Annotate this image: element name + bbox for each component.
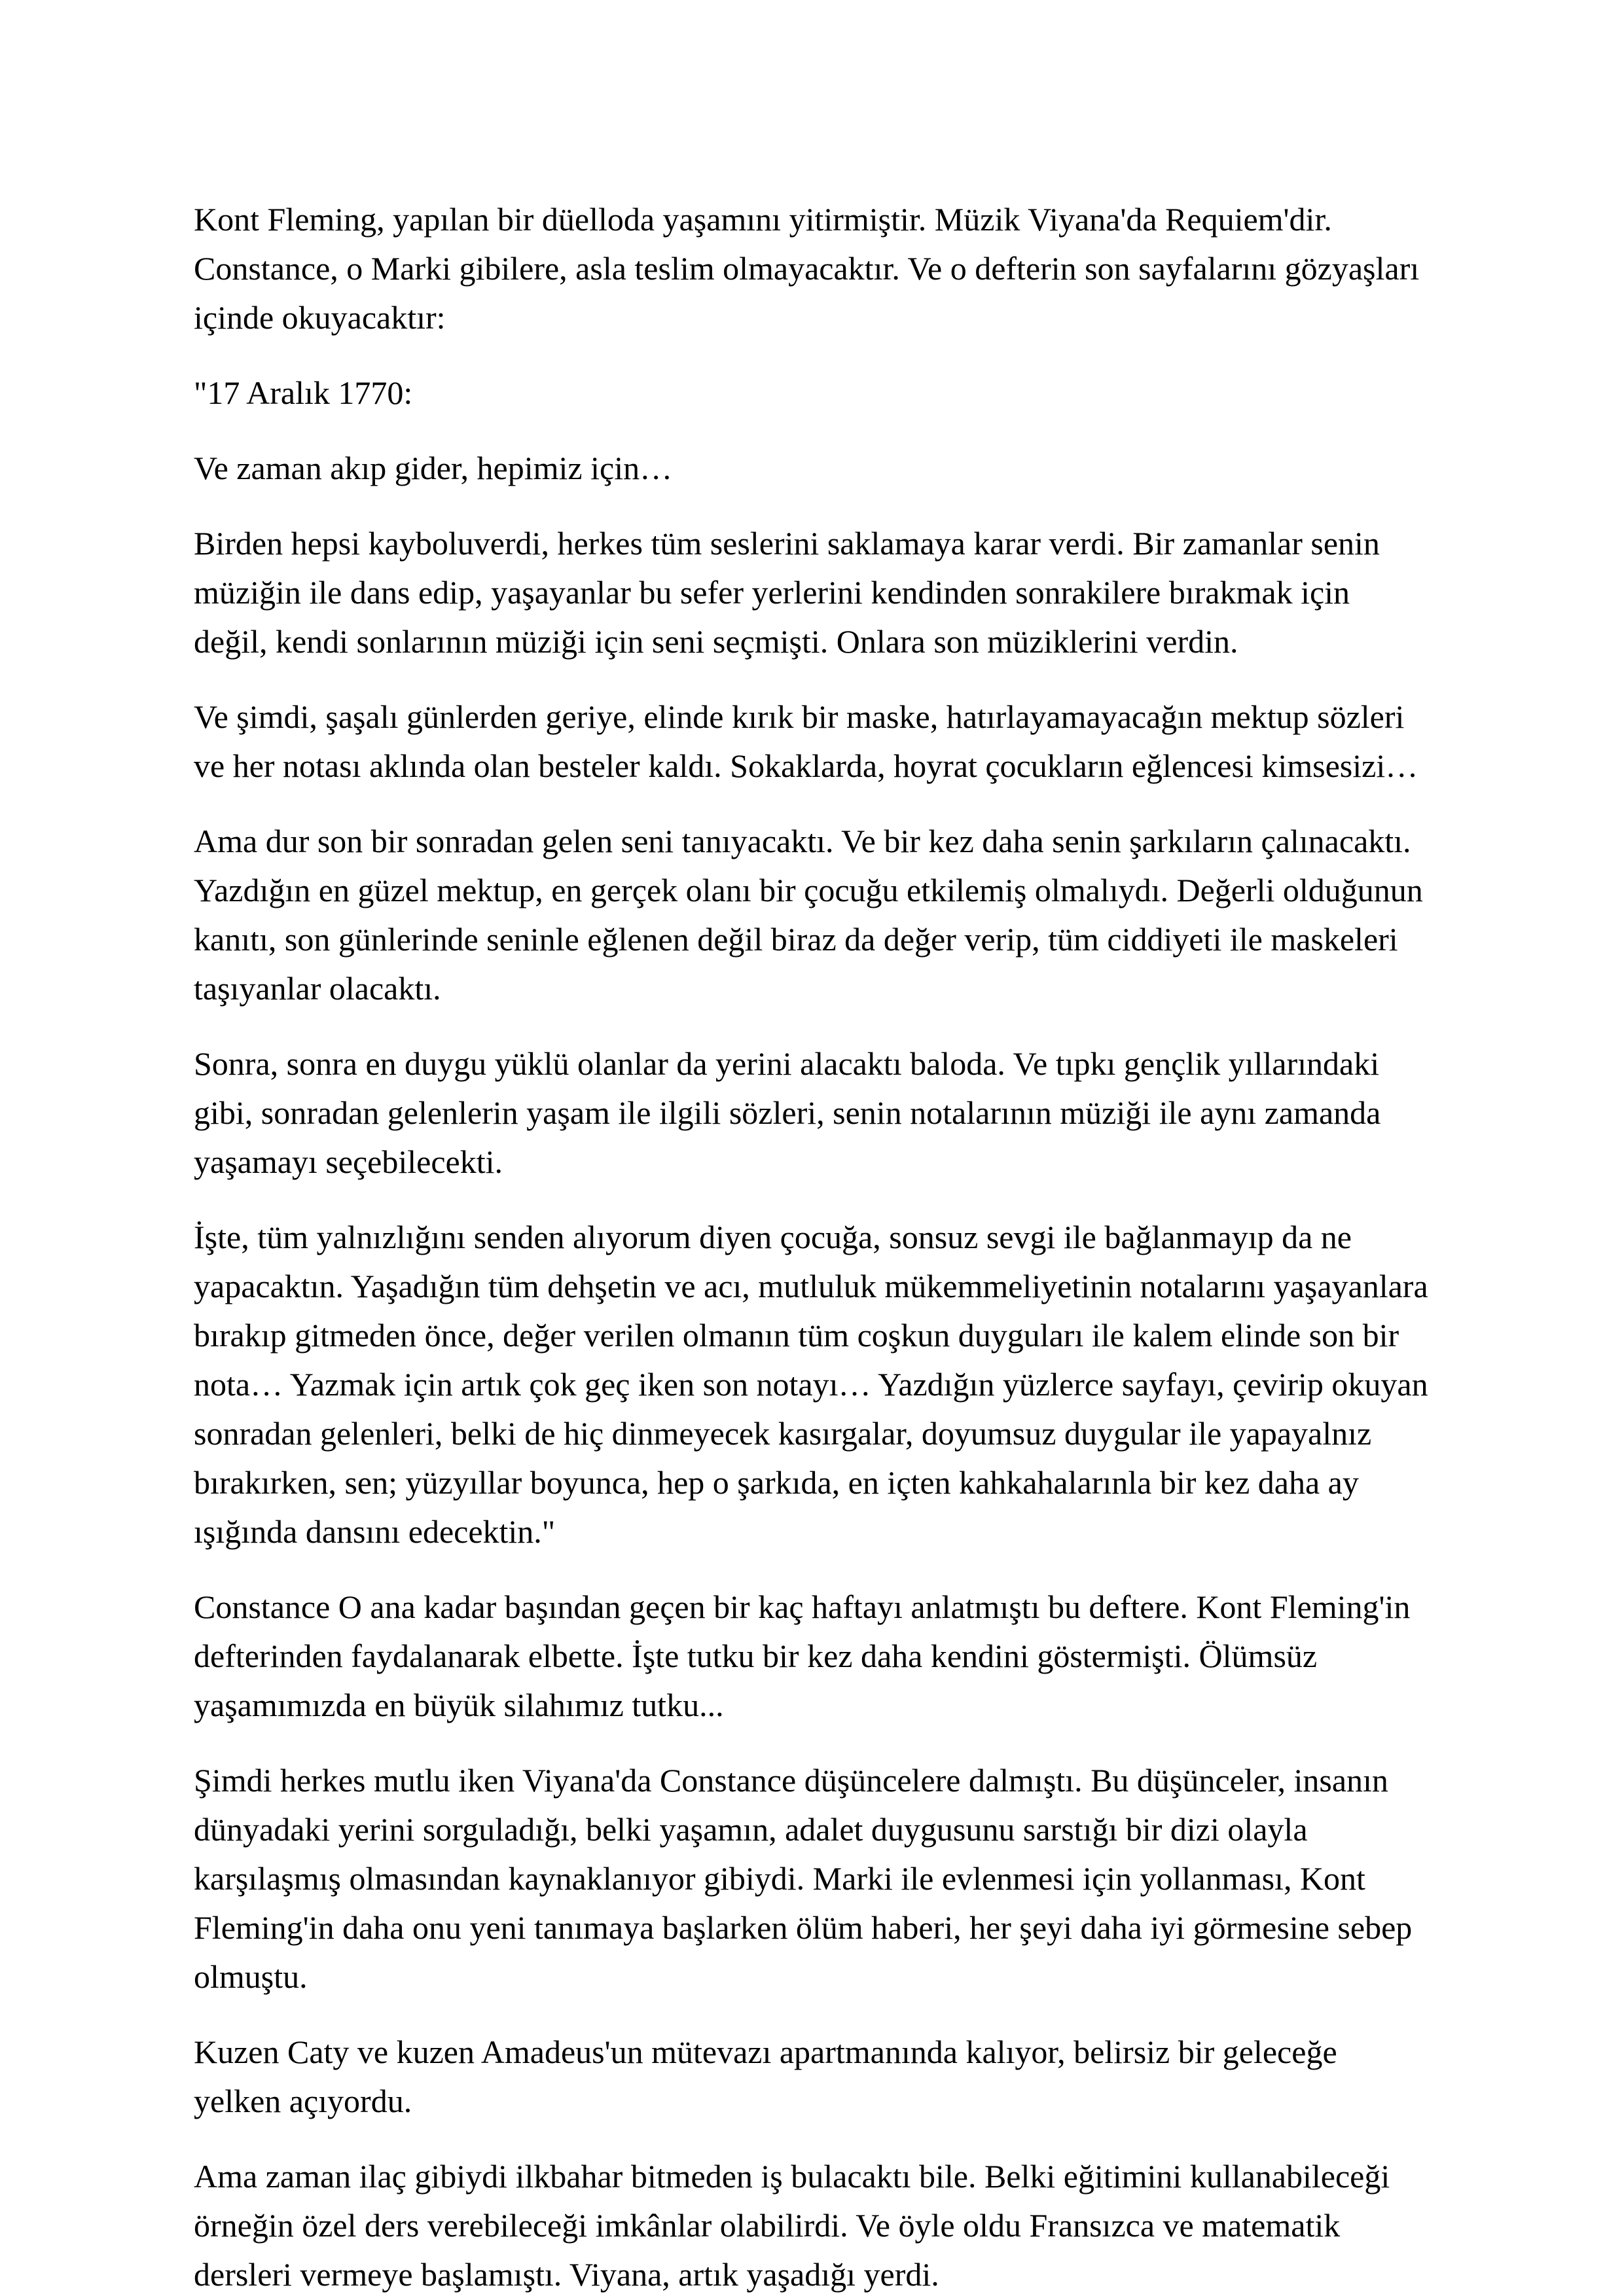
paragraph: Kuzen Caty ve kuzen Amadeus'un mütevazı apartmanında kalıyor, belirsiz bir geleceğe yelken açıyordu. [194, 2034, 1337, 2119]
paragraph: Birden hepsi kayboluverdi, herkes tüm seslerini saklamaya karar verdi. Bir zamanlar senin müziğin ile dans edip, yaşayanlar bu sefer yerlerini kendinden sonrakilere bırakmak için değil, kendi sonlarının müziği için seni seçmişti. Onlara son müziklerini verdin. [194, 525, 1380, 660]
paragraph: Ama zaman ilaç gibiydi ilkbahar bitmeden iş bulacaktı bile. Belki eğitimini kullanabileceği örneğin özel ders verebileceği imkânlar olabilirdi. Ve öyle oldu Fransızca ve matematik dersleri vermeye başlamıştı. Viyana, artık yaşadığı yerdi. [194, 2158, 1390, 2293]
paragraph: Şimdi herkes mutlu iken Viyana'da Constance düşüncelere dalmıştı. Bu düşünceler, insanın dünyadaki yerini sorguladığı, belki yaşamın, adalet duygusunu sarstığı bir dizi olayla karşılaşmış olmasından kaynaklanıyor gibiydi. Marki ile evlenmesi için yollanması, Kont Fleming'in daha onu yeni tanımaya başlarken ölüm haberi, her şeyi daha iyi görmesine sebep olmuştu. [194, 1762, 1413, 1995]
paragraph: Sonra, sonra en duygu yüklü olanlar da yerini alacaktı baloda. Ve tıpkı gençlik yıllarındaki gibi, sonradan gelenlerin yaşam ile ilgili sözleri, senin notalarının müziği ile aynı zamanda yaşamayı seçebilecekti. [194, 1045, 1381, 1180]
paragraph: İşte, tüm yalnızlığını senden alıyorum diyen çocuğa, sonsuz sevgi ile bağlanmayıp da ne yapacaktın. Yaşadığın tüm dehşetin ve acı, mutluluk mükemmeliyetinin notalarını yaşayanlara bırakıp gitmeden önce, değer verilen olmanın tüm coşkun duyguları ile kalem elinde son bir nota… Yazmak için artık çok geç iken son notayı… Yazdığın yüzlerce sayfayı, çevirip okuyan sonradan gelenleri, belki de hiç dinmeyecek kasırgalar, doyumsuz duygular ile yapayalnız bırakırken, sen; yüzyıllar boyunca, hep o şarkıda, en içten kahkahalarınla bir kez daha ay ışığında dansını edecektin." [194, 1219, 1428, 1550]
paragraph: Constance O ana kadar başından geçen bir kaç haftayı anlatmıştı bu deftere. Kont Fleming'in defterinden faydalanarak elbette. İşte tutku bir kez daha kendini göstermişti. Ölümsüz yaşamımızda en büyük silahımız tutku... [194, 1588, 1411, 1723]
paragraph: Kont Fleming, yapılan bir düelloda yaşamını yitirmiştir. Müzik Viyana'da Requiem'dir. Constance, o Marki gibilere, asla teslim olmayacaktır. Ve o defterin son sayfalarını gözyaşları içinde okuyacaktır: [194, 201, 1420, 336]
paragraph: Ve şimdi, şaşalı günlerden geriye, elinde kırık bir maske, hatırlayamayacağın mektup sözleri ve her notası aklında olan besteler kaldı. Sokaklarda, hoyrat çocukların eğlencesi kimsesizi… [194, 698, 1418, 784]
paragraph-diary-date: "17 Aralık 1770: [194, 374, 413, 411]
paragraph: Ama dur son bir sonradan gelen seni tanıyacaktı. Ve bir kez daha senin şarkıların çalınacaktı. Yazdığın en güzel mektup, en gerçek olanı bir çocuğu etkilemiş olmalıydı. Değerli olduğunun kanıtı, son günlerinde seninle eğlenen değil biraz da değer verip, tüm ciddiyeti ile maskeleri taşıyanlar olacaktı. [194, 823, 1423, 1007]
document-text-body [194, 195, 1430, 2296]
paragraph: Ve zaman akıp gider, hepimiz için… [194, 450, 673, 486]
